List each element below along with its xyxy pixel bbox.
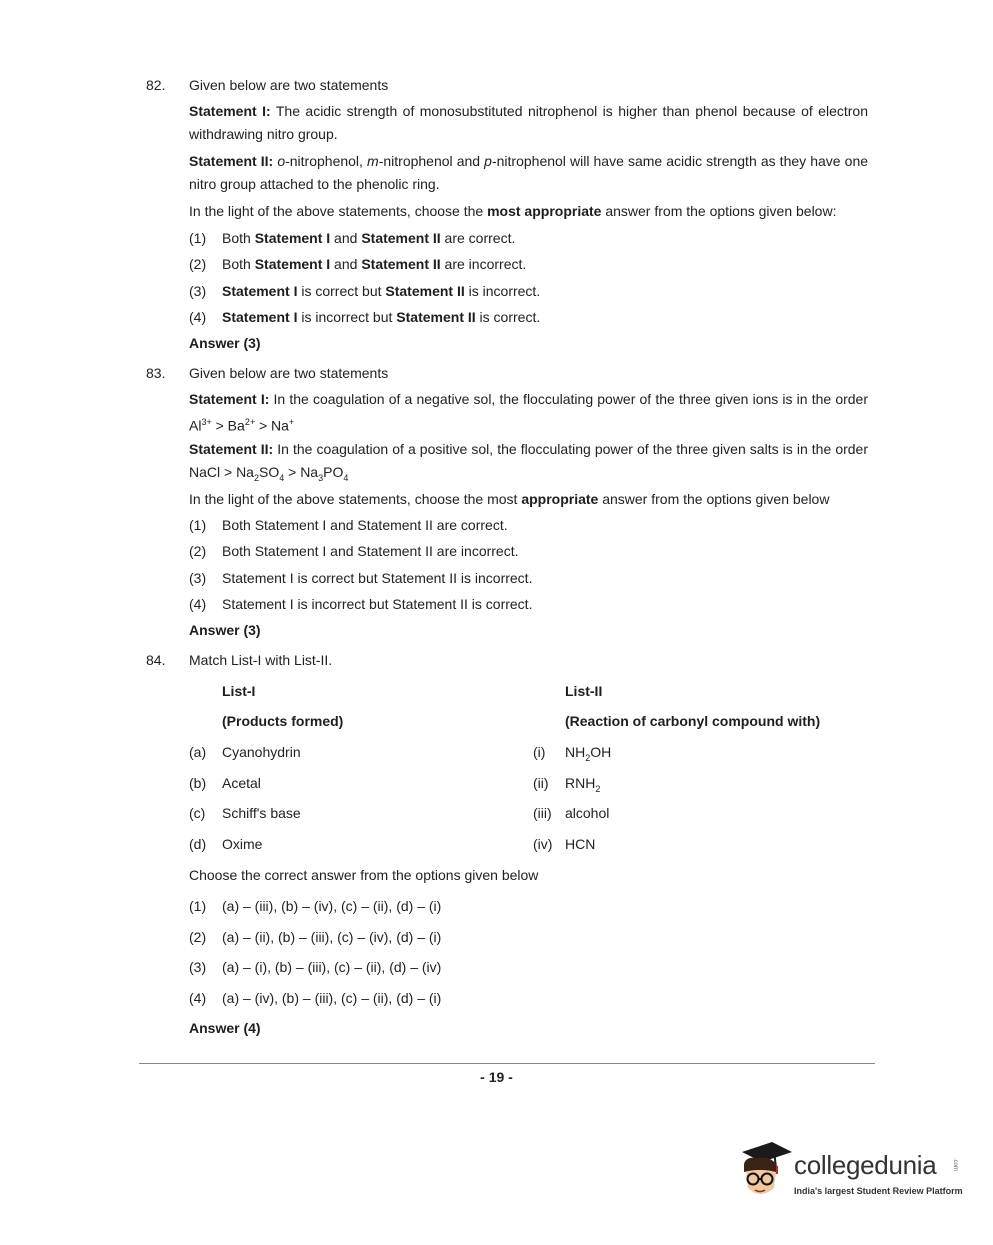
answer: Answer (3) bbox=[189, 622, 261, 638]
answer: Answer (4) bbox=[189, 1020, 261, 1036]
question-number: 83. bbox=[146, 365, 166, 381]
statement-2: Statement II: In the coagulation of a positive sol, the flocculating power of the three given salts is in the order NaCl > $Na_2SO_4 > Na_3PO_4$ bbox=[189, 441, 869, 483]
student-mascot-icon bbox=[736, 1138, 792, 1208]
question-intro: Match List-I with List-II. bbox=[189, 652, 333, 668]
question-number: 84. bbox=[146, 652, 166, 668]
list-1-heading: List-I bbox=[222, 683, 256, 699]
question-number: 82. bbox=[146, 77, 166, 93]
brand-tagline: India's largest Student Review Platform bbox=[794, 1186, 963, 1196]
page-number: - 19 - bbox=[480, 1069, 513, 1085]
question-intro: Given below are two statements bbox=[189, 77, 389, 93]
list-1-subheading: (Products formed) bbox=[222, 713, 344, 729]
brand-name: collegedunia bbox=[794, 1150, 937, 1180]
list-2-subheading: (Reaction of carbonyl compound with) bbox=[565, 713, 821, 729]
instruction: In the light of the above statements, choose the most appropriate answer from the options given below bbox=[189, 491, 830, 507]
instruction: In the light of the above statements, choose the most appropriate answer from the options given below: bbox=[189, 203, 837, 219]
list-2-heading: List-II bbox=[565, 683, 603, 699]
statement-1: Statement I: In the coagulation of a negative sol, the flocculating power of the three given ions is in the order $Al^{3+} > Ba^{2+} > Na^+$ bbox=[189, 391, 869, 434]
answer: Answer (3) bbox=[189, 335, 261, 351]
instruction: Choose the correct answer from the options given below bbox=[189, 867, 539, 883]
footer-divider bbox=[139, 1063, 875, 1064]
statement-2: Statement II: o-nitrophenol, m-nitrophenol and p-nitrophenol will have same acidic strength as they have one nitro group attached to the phenolic ring. bbox=[189, 153, 869, 192]
statement-1: Statement I: The acidic strength of monosubstituted nitrophenol is higher than phenol because of electron withdrawing nitro group. bbox=[189, 103, 868, 142]
brand-domain: .com bbox=[952, 1158, 958, 1172]
collegedunia-logo[interactable] bbox=[736, 1138, 966, 1208]
question-intro: Given below are two statements bbox=[189, 365, 389, 381]
